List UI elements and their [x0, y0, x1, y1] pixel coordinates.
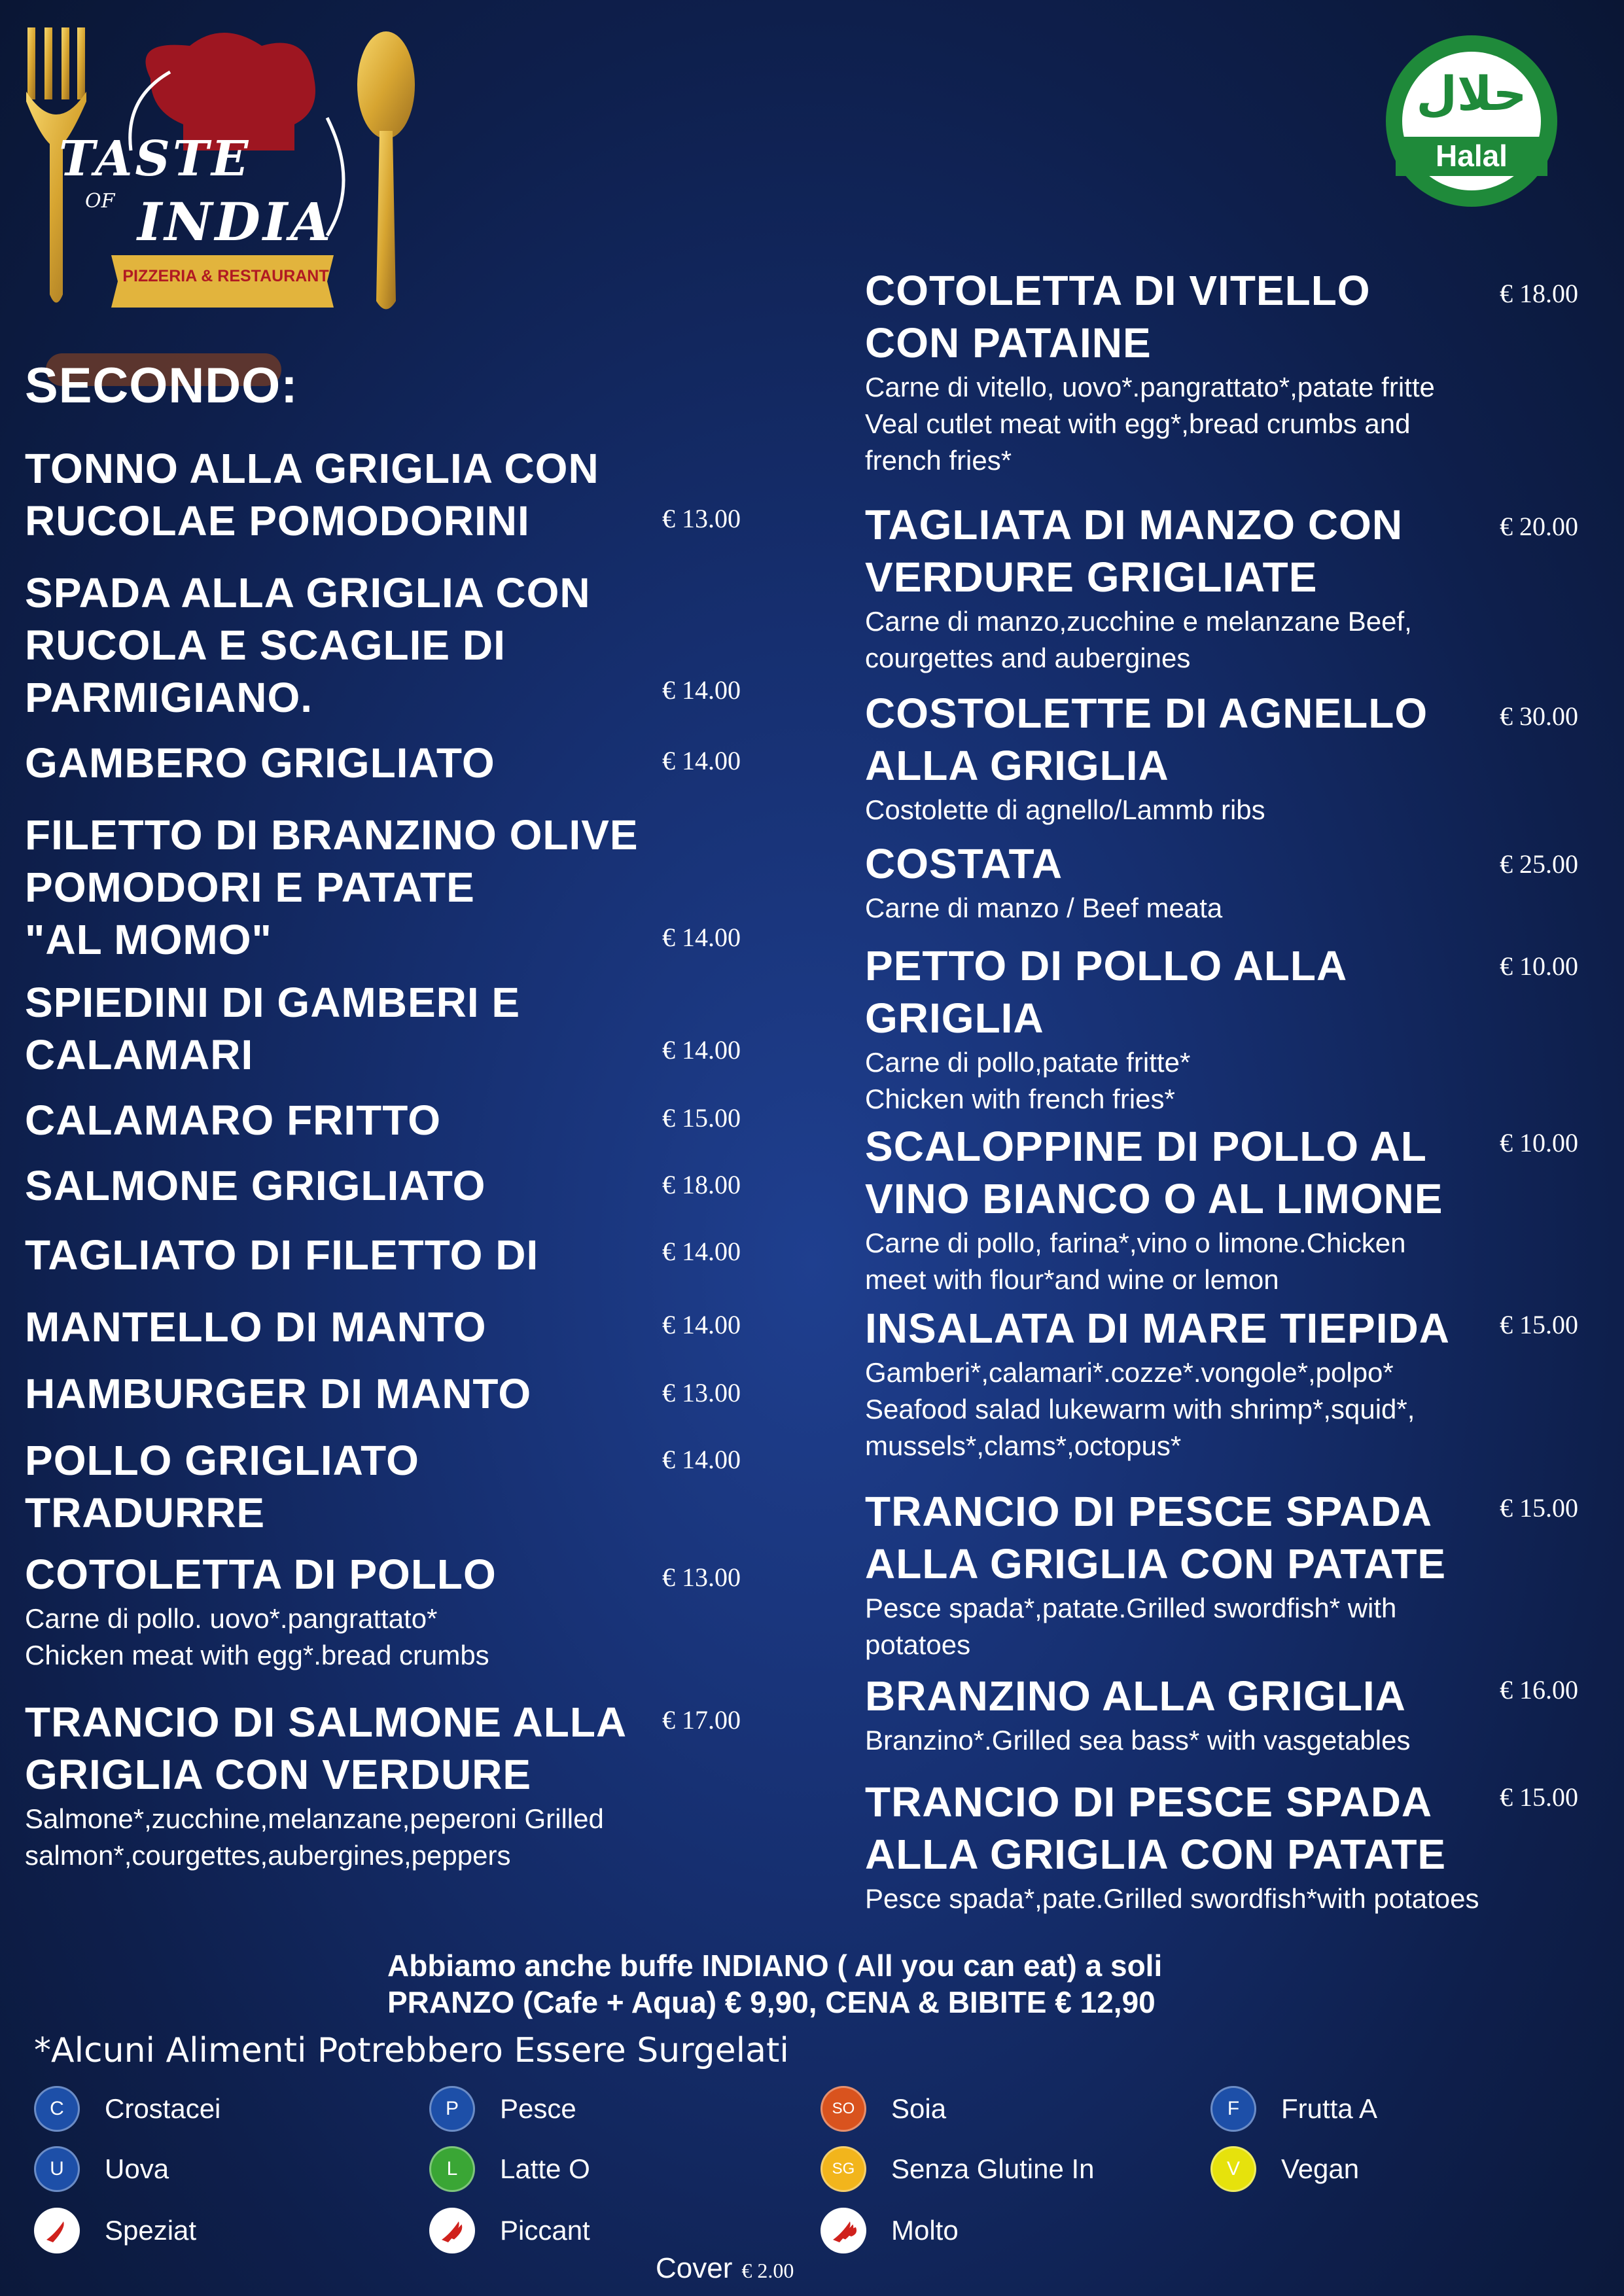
- dish-name-line: COTOLETTA DI VITELLO: [865, 267, 1371, 314]
- dish-name-line: SCALOPPINE DI POLLO AL: [865, 1123, 1427, 1170]
- dish-name-line: POLLO GRIGLIATO: [25, 1437, 419, 1484]
- dish-name-line: TAGLIATO DI FILETTO DI: [25, 1231, 539, 1279]
- left-item: [25, 1548, 497, 1674]
- dish-name-line: SPADA ALLA GRIGLIA CON: [25, 569, 591, 616]
- left-item: [25, 1159, 485, 1212]
- dish-price: € 15.00: [1500, 1493, 1578, 1523]
- dish-description-line: mussels*,clams*,octopus*: [865, 1430, 1182, 1461]
- right-item: [865, 940, 1347, 1118]
- cover-charge: [656, 2252, 794, 2285]
- right-item: [865, 1776, 1479, 1917]
- right-item: [865, 1120, 1443, 1298]
- dish-name-line: TRADURRE: [25, 1489, 266, 1536]
- dish-name-line: VERDURE GRIGLIATE: [865, 554, 1318, 601]
- dish-price: € 15.00: [1500, 1310, 1578, 1339]
- dish-name-line: GAMBERO GRIGLIATO: [25, 739, 495, 786]
- dish-price: € 30.00: [1500, 701, 1578, 731]
- dish-name-line: RUCOLA E SCAGLIE DI: [25, 622, 506, 669]
- dish-price: € 25.00: [1500, 849, 1578, 879]
- right-item: [865, 264, 1435, 479]
- dish-price: € 14.00: [662, 746, 741, 775]
- dish-name-line: CALAMARI: [25, 1031, 254, 1078]
- cover-price: € 2.00: [741, 2259, 794, 2282]
- right-item: [865, 1302, 1450, 1464]
- allergen-label: Crostacei: [105, 2093, 221, 2124]
- dish-name-line: GRIGLIA CON VERDURE: [25, 1751, 531, 1798]
- dish-price: € 14.00: [662, 1445, 741, 1474]
- left-item: [25, 1094, 441, 1146]
- left-item: [25, 737, 495, 789]
- allergen-label: Speziat: [105, 2215, 197, 2246]
- left-item: [25, 442, 599, 547]
- dish-name-line: ALLA GRIGLIA CON PATATE: [865, 1831, 1447, 1878]
- dish-price: € 18.00: [1500, 279, 1578, 308]
- allergen-code-badge: F: [1210, 2086, 1256, 2132]
- dish-description-line: Carne di manzo / Beef meata: [865, 892, 1223, 923]
- right-item: [865, 1670, 1410, 1759]
- dish-price: € 20.00: [1500, 512, 1578, 541]
- left-item: [25, 1696, 627, 1874]
- allergen-label: Soia: [891, 2093, 947, 2124]
- halal-arabic-text: حلال: [1416, 66, 1527, 121]
- allergen-item: [821, 2146, 1095, 2192]
- dish-price: € 17.00: [662, 1705, 741, 1735]
- dish-description-line: Carne di manzo,zucchine e melanzane Beef,: [865, 606, 1412, 637]
- halal-badge: [1386, 35, 1557, 207]
- cover-label: Cover: [656, 2252, 733, 2284]
- dish-description-line: Branzino*.Grilled sea bass* with vasgetables: [865, 1725, 1411, 1756]
- allergen-item: [429, 2146, 590, 2192]
- dish-price: € 10.00: [1500, 951, 1578, 981]
- section-title: SECONDO:: [25, 358, 298, 414]
- allergen-code-badge: L: [429, 2146, 475, 2192]
- dish-price: € 14.00: [662, 675, 741, 705]
- left-item: [25, 976, 520, 1081]
- dish-description-line: Veal cutlet meat with egg*,bread crumbs and: [865, 408, 1411, 439]
- left-item: [25, 1301, 487, 1353]
- dish-name-line: TRANCIO DI SALMONE ALLA: [25, 1699, 627, 1746]
- allergen-item: [34, 2208, 196, 2253]
- logo-ribbon-text: PIZZERIA & RESTAURANT: [122, 267, 329, 285]
- halal-label: Halal: [1436, 139, 1508, 173]
- dish-price: € 18.00: [662, 1170, 741, 1199]
- logo-title-of: OF: [85, 190, 115, 213]
- dish-description-line: Pesce spada*,patate.Grilled swordfish* with: [865, 1593, 1397, 1623]
- logo-title-taste: TASTE: [59, 131, 251, 187]
- allergen-code-badge: C: [34, 2086, 80, 2132]
- frozen-note: *Alcuni Alimenti Potrebbero Essere Surgelati: [34, 2031, 789, 2070]
- dish-price: € 14.00: [662, 1237, 741, 1266]
- dish-name-line: ALLA GRIGLIA CON PATATE: [865, 1540, 1447, 1587]
- dish-name-line: POMODORI E PATATE: [25, 864, 475, 911]
- buffet-note-line-1: Abbiamo anche buffe INDIANO ( All you can eat) a soli: [387, 1949, 1163, 1983]
- allergen-label: Uova: [105, 2153, 169, 2184]
- dish-name-line: ALLA GRIGLIA: [865, 742, 1169, 789]
- allergen-item: [1210, 2086, 1377, 2132]
- dish-price: € 16.00: [1500, 1675, 1578, 1704]
- dish-description-line: Carne di pollo,patate fritte*: [865, 1047, 1191, 1078]
- dish-name-line: GRIGLIA: [865, 995, 1044, 1042]
- dish-name-line: SPIEDINI DI GAMBERI E: [25, 979, 521, 1026]
- dish-description-line: Chicken meat with egg*.bread crumbs: [25, 1640, 489, 1670]
- allergen-label: Piccant: [500, 2215, 590, 2246]
- right-item: [865, 499, 1412, 677]
- dish-price: € 14.00: [662, 923, 741, 952]
- allergen-label: Molto: [891, 2215, 959, 2246]
- dish-description-line: Chicken with french fries*: [865, 1084, 1175, 1114]
- dish-description-line: Pesce spada*,pate.Grilled swordfish*with potatoes: [865, 1883, 1479, 1914]
- right-item: [865, 1485, 1446, 1663]
- chili-3-icon: [821, 2208, 866, 2253]
- dish-name-line: BRANZINO ALLA GRIGLIA: [865, 1672, 1406, 1720]
- left-item: [25, 809, 639, 966]
- dish-price: € 15.00: [662, 1103, 741, 1133]
- allergen-item: [34, 2086, 221, 2132]
- dish-name-line: MANTELLO DI MANTO: [25, 1303, 487, 1351]
- dish-price: € 15.00: [1500, 1782, 1578, 1812]
- dish-name-line: TONNO ALLA GRIGLIA CON: [25, 445, 599, 492]
- allergen-code-badge: SG: [821, 2146, 866, 2192]
- allergen-label: Vegan: [1281, 2153, 1360, 2184]
- allergen-code-badge: V: [1210, 2146, 1256, 2192]
- dish-name-line: INSALATA DI MARE TIEPIDA: [865, 1305, 1450, 1352]
- dish-description-line: Carne di pollo, farina*,vino o limone.Chicken: [865, 1227, 1406, 1258]
- dish-description-line: meet with flour*and wine or lemon: [865, 1264, 1279, 1295]
- dish-description-line: Seafood salad lukewarm with shrimp*,squid*,: [865, 1394, 1415, 1424]
- left-item: [25, 1368, 531, 1420]
- dish-name-line: TAGLIATA DI MANZO CON: [865, 501, 1403, 548]
- dish-price: € 13.00: [662, 1378, 741, 1407]
- right-item: [865, 838, 1222, 927]
- dish-price: € 13.00: [662, 504, 741, 533]
- dish-description-line: salmon*,courgettes,aubergines,peppers: [25, 1840, 511, 1871]
- dish-price: € 14.00: [662, 1035, 741, 1065]
- right-item: [865, 687, 1428, 828]
- dish-name-line: PARMIGIANO.: [25, 674, 313, 721]
- dish-name-line: COTOLETTA DI POLLO: [25, 1551, 497, 1598]
- restaurant-logo: [20, 20, 425, 321]
- dish-name-line: TRANCIO DI PESCE SPADA: [865, 1778, 1433, 1826]
- allergen-code-badge: SO: [821, 2086, 866, 2132]
- buffet-note-line-2: PRANZO (Cafe + Aqua) € 9,90, CENA & BIBITE € 12,90: [387, 1985, 1156, 2019]
- dish-name-line: CALAMARO FRITTO: [25, 1097, 441, 1144]
- allergen-label: Pesce: [500, 2093, 576, 2124]
- allergen-item: [821, 2086, 946, 2132]
- dish-name-line: HAMBURGER DI MANTO: [25, 1370, 532, 1417]
- allergen-item: [34, 2146, 169, 2192]
- allergen-item: [821, 2208, 959, 2253]
- allergen-label: Senza Glutine In: [891, 2153, 1095, 2184]
- allergen-code-badge: U: [34, 2146, 80, 2192]
- allergen-label: Latte O: [500, 2153, 590, 2184]
- dish-description-line: Carne di pollo. uovo*.pangrattato*: [25, 1603, 438, 1634]
- dish-name-line: FILETTO DI BRANZINO OLIVE: [25, 811, 639, 858]
- dish-name-line: COSTOLETTE DI AGNELLO: [865, 690, 1428, 737]
- dish-description-line: Gamberi*,calamari*.cozze*.vongole*,polpo*: [865, 1357, 1394, 1388]
- dish-name-line: VINO BIANCO O AL LIMONE: [865, 1175, 1443, 1222]
- dish-name-line: "AL MOMO": [25, 916, 272, 963]
- dish-name-line: PETTO DI POLLO ALLA: [865, 942, 1348, 989]
- dish-name-line: CON PATAINE: [865, 319, 1152, 366]
- allergen-label: Frutta A: [1281, 2093, 1378, 2124]
- dish-description-line: french fries*: [865, 445, 1012, 476]
- dish-price: € 13.00: [662, 1563, 741, 1592]
- chili-2-icon: [429, 2208, 475, 2253]
- dish-price: € 14.00: [662, 1310, 741, 1339]
- dish-description-line: potatoes: [865, 1629, 971, 1660]
- dish-name-line: COSTATA: [865, 840, 1063, 887]
- left-item: [25, 567, 591, 724]
- left-item: [25, 1434, 419, 1539]
- dish-description-line: courgettes and aubergines: [865, 643, 1191, 673]
- allergen-code-badge: P: [429, 2086, 475, 2132]
- dish-price: € 10.00: [1500, 1128, 1578, 1157]
- allergen-item: [1210, 2146, 1359, 2192]
- left-item: [25, 1229, 538, 1281]
- dish-description-line: Salmone*,zucchine,melanzane,peperoni Grilled: [25, 1803, 604, 1834]
- allergen-item: [429, 2208, 590, 2253]
- dish-name-line: RUCOLAE POMODORINI: [25, 497, 530, 544]
- logo-title-india: INDIA: [137, 191, 334, 253]
- dish-description-line: Costolette di agnello/Lammb ribs: [865, 794, 1265, 825]
- allergen-item: [429, 2086, 576, 2132]
- chili-1-icon: [34, 2208, 80, 2253]
- dish-name-line: SALMONE GRIGLIATO: [25, 1162, 486, 1209]
- dish-description-line: Carne di vitello, uovo*.pangrattato*,patate fritte: [865, 372, 1435, 402]
- dish-name-line: TRANCIO DI PESCE SPADA: [865, 1488, 1433, 1535]
